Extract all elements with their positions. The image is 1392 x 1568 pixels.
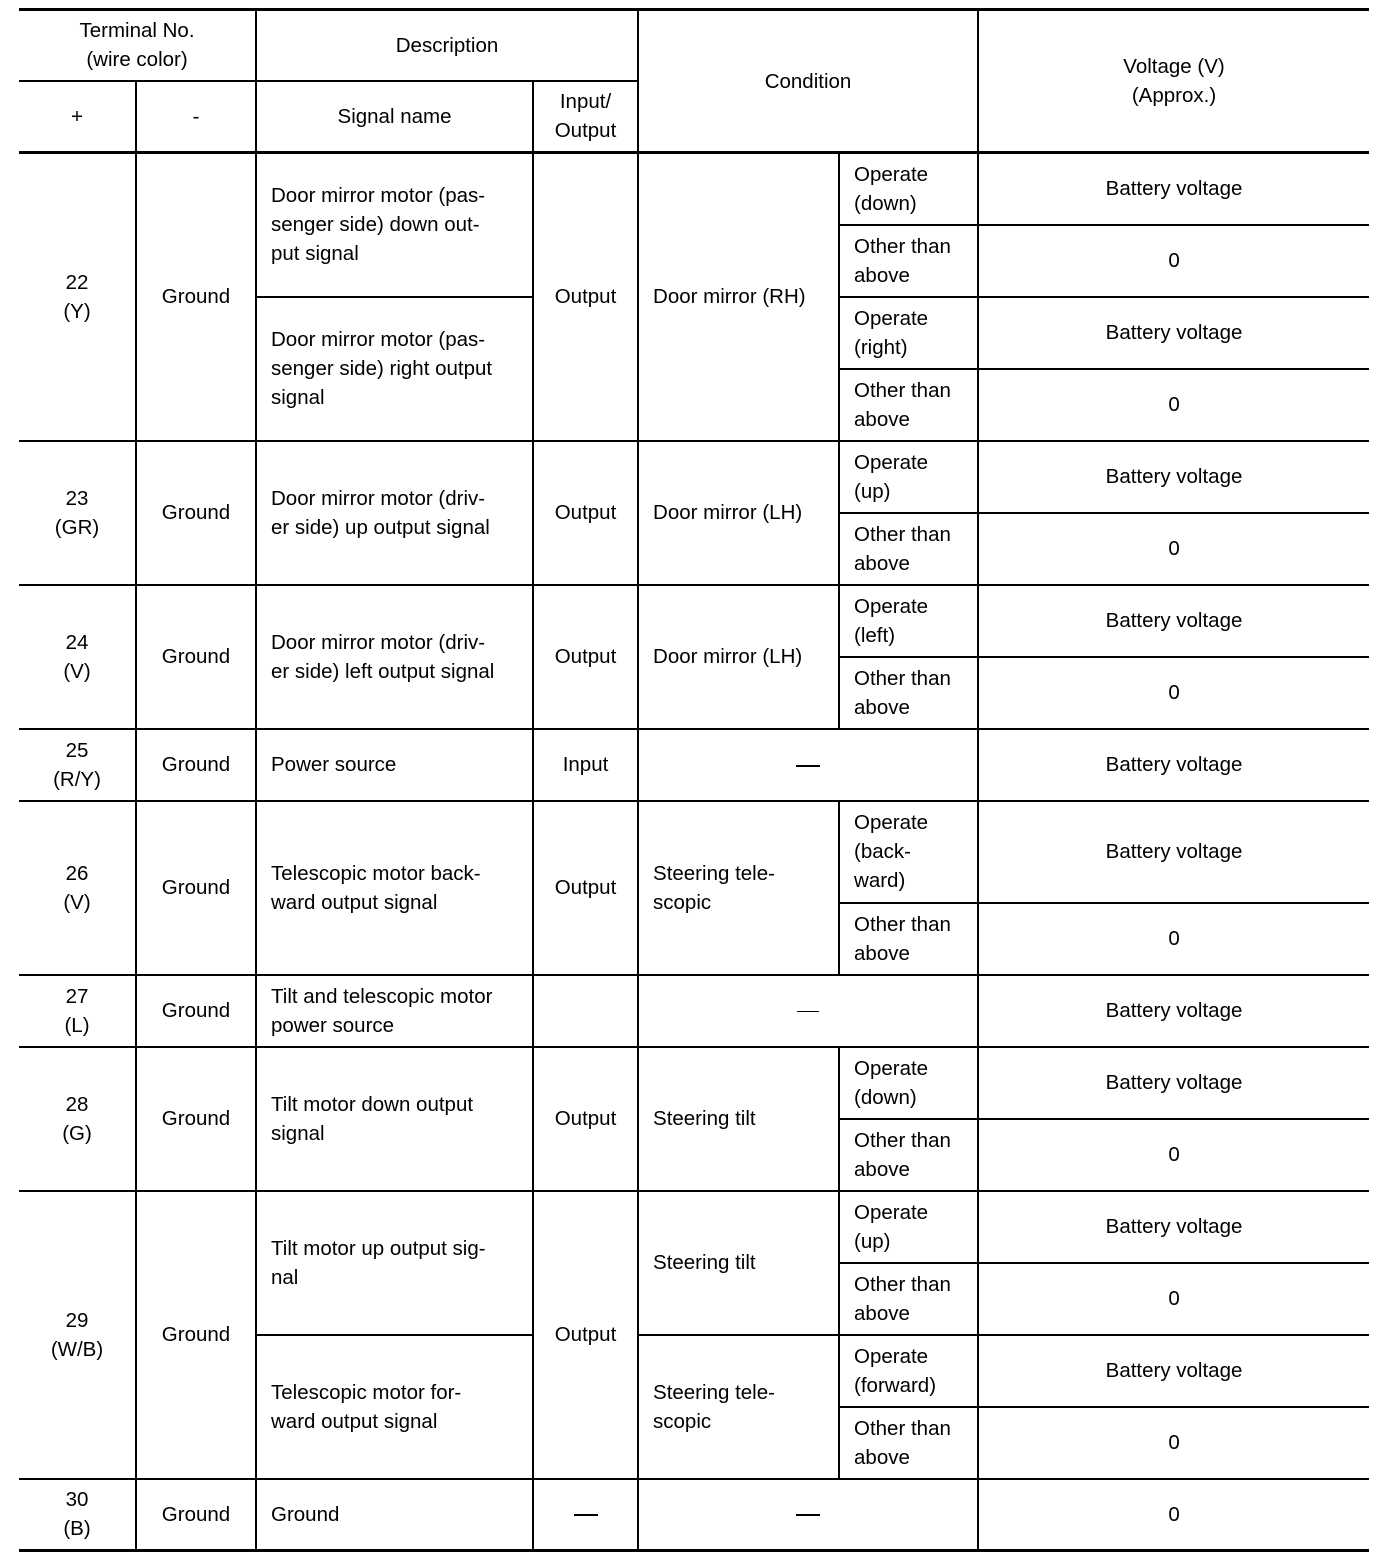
io-cell [533,975,638,1047]
terminal-cell: 29 (W/B) [19,1191,136,1479]
state-cell: Other than above [839,1407,978,1479]
minus-cell: Ground [136,441,256,585]
terminal-cell: 22 (Y) [19,153,136,441]
dash-glyph [796,1514,820,1516]
header-signal-name: Signal name [256,81,533,153]
signal-cell: Tilt motor up output sig- nal [256,1191,533,1335]
state-cell: Operate (back- ward) [839,801,978,903]
condition-cell: Steering tele- scopic [638,801,839,975]
state-cell: Other than above [839,1263,978,1335]
signal-cell: Door mirror motor (pas- senger side) down out- put signal [256,153,533,297]
header-voltage: Voltage (V) (Approx.) [978,10,1369,153]
condition-cell [638,1479,978,1551]
condition-cell: Steering tilt [638,1191,839,1335]
voltage-cell: Battery voltage [978,585,1369,657]
io-cell: Output [533,801,638,975]
voltage-cell: Battery voltage [978,1335,1369,1407]
signal-cell: Tilt and telescopic motor power source [256,975,533,1047]
terminal-cell: 30 (B) [19,1479,136,1551]
dash-glyph [796,765,820,767]
dash-glyph [574,1514,598,1516]
terminal-cell: 27 (L) [19,975,136,1047]
signal-cell: Telescopic motor back- ward output signal [256,801,533,975]
minus-cell: Ground [136,801,256,975]
signal-cell: Door mirror motor (driv- er side) left output signal [256,585,533,729]
condition-cell: Door mirror (LH) [638,585,839,729]
state-cell: Other than above [839,225,978,297]
header-input-output: Input/ Output [533,81,638,153]
voltage-cell: 0 [978,1263,1369,1335]
io-cell: Output [533,1191,638,1479]
minus-cell: Ground [136,1479,256,1551]
condition-cell: Door mirror (RH) [638,153,839,441]
state-cell: Operate (down) [839,153,978,225]
state-cell: Operate (up) [839,441,978,513]
voltage-cell: 0 [978,225,1369,297]
voltage-cell: Battery voltage [978,801,1369,903]
voltage-cell: 0 [978,1479,1369,1551]
state-cell: Operate (forward) [839,1335,978,1407]
header-minus: - [136,81,256,153]
condition-cell [638,729,978,801]
terminal-cell: 25 (R/Y) [19,729,136,801]
io-cell: Input [533,729,638,801]
signal-cell: Door mirror motor (pas- senger side) right output signal [256,297,533,441]
signal-cell: Door mirror motor (driv- er side) up output signal [256,441,533,585]
voltage-cell: 0 [978,513,1369,585]
voltage-cell: Battery voltage [978,1047,1369,1119]
voltage-cell: 0 [978,903,1369,975]
voltage-cell: 0 [978,657,1369,729]
minus-cell: Ground [136,975,256,1047]
state-cell: Operate (left) [839,585,978,657]
minus-cell: Ground [136,585,256,729]
state-cell: Other than above [839,903,978,975]
signal-cell: Power source [256,729,533,801]
state-cell: Other than above [839,657,978,729]
signal-cell: Tilt motor down output signal [256,1047,533,1191]
voltage-cell: Battery voltage [978,729,1369,801]
io-cell: Output [533,1047,638,1191]
state-cell: Operate (up) [839,1191,978,1263]
voltage-cell: 0 [978,1119,1369,1191]
voltage-cell: 0 [978,369,1369,441]
voltage-cell: Battery voltage [978,441,1369,513]
state-cell: Other than above [839,513,978,585]
header-plus: + [19,81,136,153]
io-cell [533,1479,638,1551]
terminal-cell: 24 (V) [19,585,136,729]
voltage-cell: 0 [978,1407,1369,1479]
voltage-cell: Battery voltage [978,153,1369,225]
condition-cell [638,975,978,1047]
state-cell: Operate (down) [839,1047,978,1119]
dash-glyph [797,1011,819,1013]
signal-cell: Ground [256,1479,533,1551]
io-cell: Output [533,153,638,441]
minus-cell: Ground [136,1047,256,1191]
io-cell: Output [533,585,638,729]
terminal-cell: 28 (G) [19,1047,136,1191]
state-cell: Other than above [839,369,978,441]
terminal-table [19,8,1369,1552]
header-description: Description [256,10,638,81]
state-cell: Other than above [839,1119,978,1191]
header-condition: Condition [638,10,978,153]
condition-cell: Door mirror (LH) [638,441,839,585]
terminal-cell: 23 (GR) [19,441,136,585]
io-cell: Output [533,441,638,585]
condition-cell: Steering tele- scopic [638,1335,839,1479]
header-terminal: Terminal No. (wire color) [19,10,256,81]
minus-cell: Ground [136,153,256,441]
signal-cell: Telescopic motor for- ward output signal [256,1335,533,1479]
terminal-cell: 26 (V) [19,801,136,975]
voltage-cell: Battery voltage [978,1191,1369,1263]
minus-cell: Ground [136,729,256,801]
condition-cell: Steering tilt [638,1047,839,1191]
voltage-cell: Battery voltage [978,975,1369,1047]
minus-cell: Ground [136,1191,256,1479]
voltage-cell: Battery voltage [978,297,1369,369]
state-cell: Operate (right) [839,297,978,369]
